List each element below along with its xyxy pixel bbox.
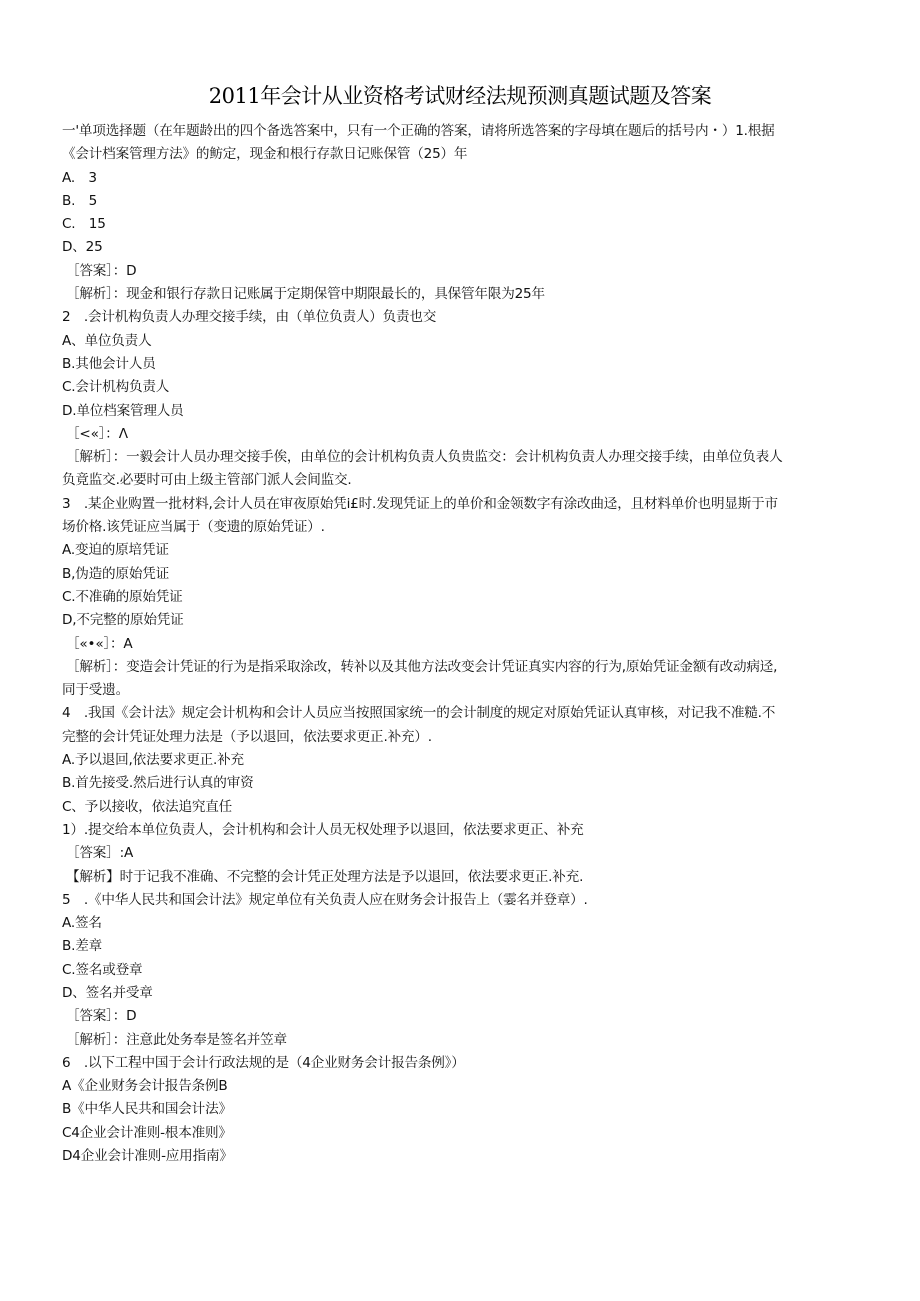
text-line: 【解析】时于记我不准确、不完整的会计凭正处理方法是予以退回，依法要求更正.补充. xyxy=(66,868,584,885)
text-line: D4企业会计准则-应用指南》 xyxy=(62,1148,233,1165)
text-line: C. 15 xyxy=(62,216,106,233)
text-line: D.单位档案管理人员 xyxy=(62,402,184,419)
text-line: 1）.提交给本单位负责人，会计机构和会计人员无权处理予以退回，依法要求更正、补充 xyxy=(62,821,584,838)
text-line: D、25 xyxy=(62,239,103,256)
text-line: ［解析］：注意此处务奉是签名并笠章 xyxy=(66,1031,287,1048)
text-line: C4企业会计准则-根本准则》 xyxy=(62,1124,232,1141)
text-line: ［解析］：现金和银行存款日记账属于定期保管中期限最长的，具保管年限为25年 xyxy=(66,286,545,303)
text-line: ［答案］：D xyxy=(66,1008,137,1025)
text-line: A.签名 xyxy=(62,915,102,932)
text-line: B.首先接受.然后进行认真的审资 xyxy=(62,775,254,792)
text-line: 同于受遗。 xyxy=(62,682,129,699)
text-line: 负竟监交.必要时可由上级主管部门派人会间监交. xyxy=(62,472,352,489)
text-line: A. 3 xyxy=(62,169,97,186)
document-title: 2011年会计从业资格考试财经法规预测真题试题及答案 xyxy=(208,84,712,108)
text-line: 《会计档案管理方法》的鲂定，现金和根行存款日记账保管（25）年 xyxy=(62,146,468,163)
text-line: 3 .某企业购置一批材料,会计人员在审夜原始凭i£时.发现凭证上的单价和金领数字有涂改曲迳，且材料单价也明显斯于市 xyxy=(62,495,778,512)
text-line: D、签名并受章 xyxy=(62,984,153,1001)
text-line: ［解析］：变造会计凭证的行为是指采取涂改，转补以及其他方法改变会计凭证真实内容的行为,原始凭证金额有改动病迳, xyxy=(66,658,778,675)
text-line: ［答案］：D xyxy=(66,262,137,279)
text-line: A《企业财务会计报告条例B xyxy=(62,1078,228,1095)
text-line: B.差章 xyxy=(62,938,103,955)
text-line: ［解析］：一毅会计人员办理交接手俟，由单位的会计机构负责人负贵监交：会计机构负责人办理交接手续，由单位负表人 xyxy=(66,449,783,466)
text-line: B. 5 xyxy=(62,192,98,209)
text-line: ［答案］:A xyxy=(66,845,134,862)
text-line: 5 .《中华人民共和国会计法》规定单位有关负责人应在财务会计报告上（霎名并登章）. xyxy=(62,891,588,908)
document-body xyxy=(62,120,862,1168)
text-line: 完整的会计凭证处理力法是（予以退回，依法要求更正.补充）. xyxy=(62,728,432,745)
text-line: B.其他会计人员 xyxy=(62,355,156,372)
text-line: D,不完整的原始凭证 xyxy=(62,612,184,629)
text-line: ［«•«］：A xyxy=(66,635,133,652)
text-line: C.不准确的原始凭证 xyxy=(62,588,183,605)
text-line: 6 .以下工程中国于会计行政法规的是（4企业财务会计报告条例》） xyxy=(62,1054,465,1071)
text-line: 场价格.该凭证应当属于（变遗的原始凭证）. xyxy=(62,519,325,536)
text-line: A.予以退回,依法要求更正.补充 xyxy=(62,752,244,769)
text-line: ［<«］：Λ xyxy=(66,425,128,442)
text-line: B,伪造的原始凭证 xyxy=(62,565,170,582)
text-line: C.会计机构负责人 xyxy=(62,379,170,396)
text-line: 一'单项选择题（在年题龄出的四个备选答案中，只有一个正确的答案，请将所选答案的字母填在题后的括号内・）1.根据 xyxy=(62,123,775,139)
text-line: C、予以接收，依法追究直任 xyxy=(62,798,233,815)
text-line: A.变迫的原培凭证 xyxy=(62,542,169,559)
text-line: 4 .我国《会计法》规定会计机构和会计人员应当按照国家统一的会计制度的规定对原始凭证认真审核，对记我不准糙.不 xyxy=(62,705,776,722)
text-line: A、单位负责人 xyxy=(62,332,152,349)
text-line: B《中华人民共和国会计法》 xyxy=(62,1101,232,1118)
text-line: C.签名或登章 xyxy=(62,961,143,978)
text-line: 2 .会计机构负责人办理交接手续，由（单位负责人）负责也交 xyxy=(62,309,437,326)
